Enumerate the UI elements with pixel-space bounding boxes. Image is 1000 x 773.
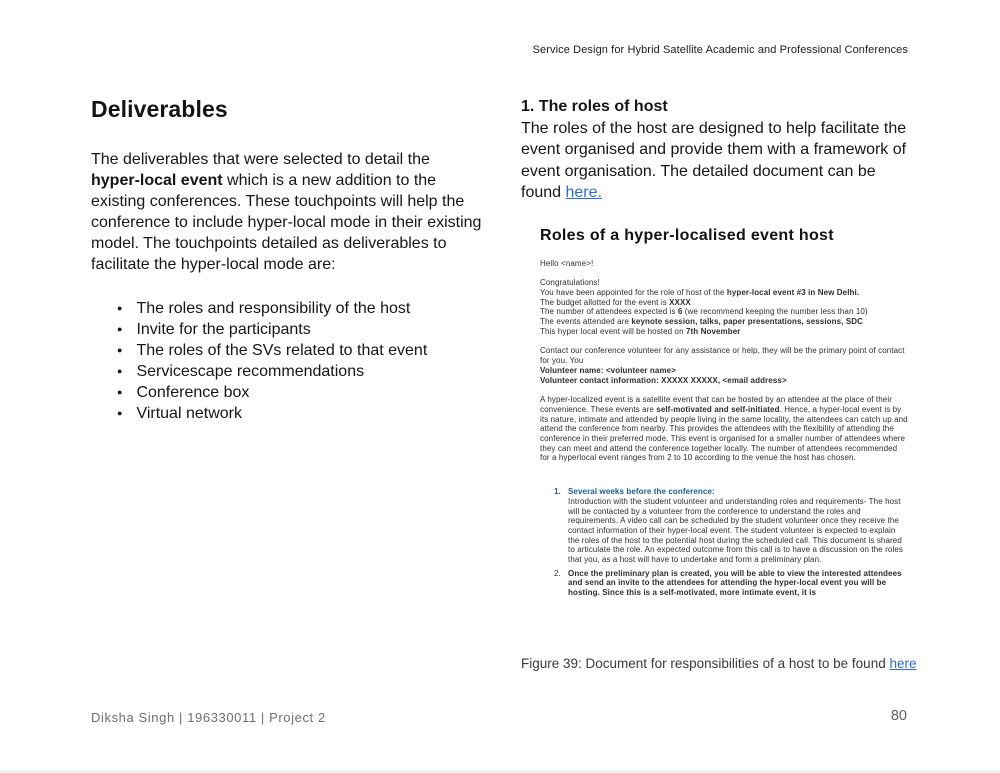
list-item xyxy=(117,361,483,382)
text-segment: Introduction with the student volunteer and understanding roles and requirements- The host will be contacted by a volunteer from the conference to understand the roles and requirements. A video call can be scheduled by the student volunteer once they receive the contact information of their hyper-local event. The student volunteer is expected to explain the roles of the host to the potential host during the scheduled call. This document is shared to articulate the role. An expected outcome from this call is to have a discussion on the roles that you, as a host will have to undertake and form a preliminary plan. xyxy=(568,496,904,565)
page-title: Deliverables xyxy=(91,96,228,122)
text-segment: hyper-local event xyxy=(91,172,223,189)
text-segment: Volunteer name: <volunteer name> xyxy=(540,365,676,375)
text-segment: keynote session, talks, paper presentations, sessions, SDC xyxy=(631,317,864,327)
list-item xyxy=(117,382,483,403)
bullet-icon: ● xyxy=(117,366,123,376)
embedded-document-image xyxy=(540,227,908,598)
list-item xyxy=(117,298,483,319)
doc-paragraph xyxy=(540,259,908,269)
text-segment: The number of attendees expected is xyxy=(540,307,678,317)
text-segment: The events attended are xyxy=(540,317,632,327)
body-paragraph xyxy=(521,118,915,204)
list-item-label: The roles of the SVs related to that event xyxy=(136,342,428,359)
text-segment: Once the preliminary plan is created, you will be able to view the interested attendees and send an invite to the attendees for attending the hyper-local event you will be hosting. Since this is a self-motivated, more intimate event, it is xyxy=(568,568,902,598)
text-segment: (we recommend keeping the number less than 10) xyxy=(682,307,868,317)
running-header: Service Design for Hybrid Satellite Academic and Professional Conferences xyxy=(532,44,908,56)
list-item-label: Invite for the participants xyxy=(136,321,311,338)
list-item-label: The roles and responsibility of the host xyxy=(136,300,411,317)
text-segment: A hyper-localized event is a satellite event that can be hosted by an attendee at the place of their convenience. These events are xyxy=(540,395,892,414)
text-segment: The roles of the host are designed to help facilitate the event organised and provide them with a framework of event organisation. The detailed document can be found xyxy=(521,119,907,201)
left-column xyxy=(91,96,483,424)
text-segment: Figure 39: Document for responsibilities of a host to be found xyxy=(521,656,890,671)
text-segment: Contact our conference volunteer for any assistance or help, they will be the primary point of contact for you. You xyxy=(540,346,905,366)
text-segment: The budget allotted for the event is xyxy=(540,297,670,307)
text-segment: Hello <name>! xyxy=(540,258,594,268)
list-item xyxy=(117,319,483,340)
text-segment: which is a new addition to the existing conferences. These touchpoints will help the conference to include hyper-local mode in their existing model. The touchpoints detailed as deliverables to facilitate the hyper-local mode are: xyxy=(91,172,482,273)
list-item-label: Servicescape recommendations xyxy=(136,363,365,380)
list-item xyxy=(117,340,483,361)
bullet-icon: ● xyxy=(117,345,123,355)
doc-paragraph xyxy=(540,346,908,385)
footer-author-info: Diksha Singh | 196330011 | Project 2 xyxy=(91,710,326,725)
text-segment: Several weeks before the conference: xyxy=(568,487,715,497)
deliverables-list xyxy=(91,298,483,424)
intro-paragraph xyxy=(91,149,483,275)
doc-paragraph xyxy=(540,278,908,336)
list-item-label: Conference box xyxy=(136,384,250,401)
text-segment: The deliverables that were selected to detail the xyxy=(91,151,430,168)
text-segment: self-motivated and self-initiated xyxy=(656,404,780,414)
bullet-icon: ● xyxy=(117,387,123,397)
text-segment: Volunteer contact information: XXXXX XXXXX, <email address> xyxy=(540,375,787,385)
bullet-icon: ● xyxy=(117,303,123,313)
text-segment: XXXX xyxy=(669,297,691,307)
list-number: 2. xyxy=(554,568,561,578)
bullet-icon: ● xyxy=(117,324,123,334)
text-segment: 6 xyxy=(677,307,683,317)
embedded-doc-title: Roles of a hyper-localised event host xyxy=(540,226,834,244)
list-item xyxy=(117,403,483,424)
doc-numbered-item xyxy=(554,487,908,565)
text-segment: Congratulations! xyxy=(540,278,600,288)
list-item-label: Virtual network xyxy=(136,405,242,422)
embedded-doc-body xyxy=(540,259,908,464)
text-segment: hyper-local event #3 in New Delhi. xyxy=(726,287,860,297)
doc-numbered-item xyxy=(554,569,908,598)
embedded-doc-numbered-list xyxy=(540,487,908,598)
bullet-icon: ● xyxy=(117,408,123,418)
inline-link[interactable]: here xyxy=(889,656,917,671)
text-segment: 7th November xyxy=(685,326,741,336)
inline-link[interactable]: here. xyxy=(565,184,602,201)
list-number: 1. xyxy=(554,487,561,497)
text-segment: . Hence, a hyper-local event is by its nature, intimate and attended by people living in the same locality, the attendees can catch up and attend the conference from nearby. This provides the attendees with the flexibility of attending the conference in their preferred mode. This event is organised for a smaller number of attendees where they can meet and attend the conference together locally. The number of attendees recommended for a hyperlocal event ranges from 2 to 10 according to the venue the host has chosen. xyxy=(540,404,908,463)
right-column xyxy=(521,96,915,602)
subsection-heading: 1. The roles of host xyxy=(521,98,668,115)
page-number: 80 xyxy=(890,708,907,724)
text-segment: You have been appointed for the role of host of the xyxy=(540,287,727,297)
text-segment: This hyper local event will be hosted on xyxy=(540,326,686,336)
doc-paragraph xyxy=(540,395,908,463)
figure-caption xyxy=(521,656,917,671)
